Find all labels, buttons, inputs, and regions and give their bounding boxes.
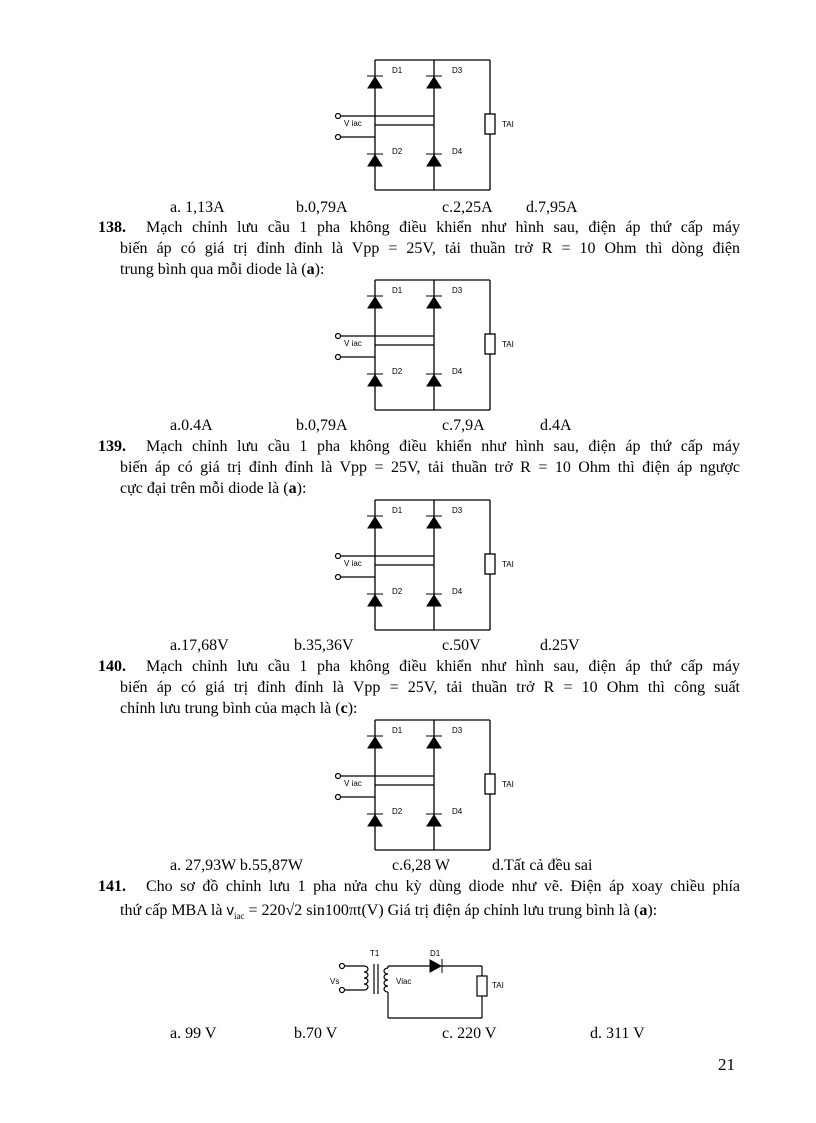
load-label: TAI bbox=[502, 340, 514, 349]
option-a: a. 99 V bbox=[170, 1025, 217, 1042]
diode-label-d4: D4 bbox=[452, 807, 463, 816]
option-d: d.25V bbox=[540, 637, 580, 654]
diode-label-d2: D2 bbox=[392, 587, 403, 596]
answer-key: a bbox=[288, 480, 297, 497]
option-c: c.2,25A bbox=[442, 199, 493, 216]
question-141 bbox=[98, 876, 740, 926]
diode-label-d2: D2 bbox=[392, 807, 403, 816]
option-d: d.4A bbox=[540, 417, 572, 434]
source-label: V iac bbox=[344, 119, 362, 128]
diode-label-d2: D2 bbox=[392, 367, 403, 376]
diode-label-d4: D4 bbox=[452, 367, 463, 376]
answers-141 bbox=[170, 1024, 730, 1044]
load-label: TAI bbox=[502, 120, 514, 129]
diode-label-d3: D3 bbox=[452, 66, 463, 75]
option-c: c.50V bbox=[442, 637, 481, 654]
question-text-line2: biến áp có giá trị đỉnh đỉnh là Vpp = 25V, tải thuần trở R = 10 Ohm thì công suất bbox=[120, 679, 740, 696]
transformer-label: T1 bbox=[370, 949, 380, 958]
answers-137 bbox=[170, 198, 730, 218]
question-number: 141. bbox=[98, 878, 126, 895]
load-label: TAI bbox=[502, 560, 514, 569]
question-text-line3: trung bình qua mỗi diode là (a): bbox=[120, 261, 325, 278]
source-label: V iac bbox=[344, 779, 362, 788]
diode-label-d3: D3 bbox=[452, 286, 463, 295]
question-text-line3: chỉnh lưu trung bình của mạch là (c): bbox=[120, 700, 358, 717]
source-label: V iac bbox=[344, 559, 362, 568]
diode-label-d1: D1 bbox=[392, 286, 403, 295]
diode-label-d3: D3 bbox=[452, 506, 463, 515]
question-number: 140. bbox=[98, 658, 126, 675]
option-b: b.0,79A bbox=[296, 199, 348, 216]
option-b: b.35,36V bbox=[294, 637, 354, 654]
option-c: c.6,28 W bbox=[392, 857, 450, 874]
voltage-formula: $v_{iac} = 220√2$ sin100πt bbox=[226, 902, 362, 922]
question-number: 138. bbox=[98, 219, 126, 236]
question-138 bbox=[98, 217, 740, 283]
bridge-circuit-140 bbox=[330, 718, 514, 854]
question-140 bbox=[98, 656, 740, 722]
option-a: a.17,68V bbox=[170, 637, 229, 654]
question-number: 139. bbox=[98, 438, 126, 455]
source-label: V iac bbox=[344, 339, 362, 348]
question-text-line2: biến áp có giá trị đỉnh đỉnh là Vpp = 25V, tải thuần trở R = 10 Ohm thì điện áp ngược bbox=[120, 459, 740, 476]
page-number: 21 bbox=[718, 1055, 735, 1074]
question-text-line1: Mạch chỉnh lưu cầu 1 pha không điều khiển như hình sau, điện áp thứ cấp máy bbox=[146, 658, 740, 675]
option-d: d. 311 V bbox=[590, 1025, 645, 1042]
load-label: TAI bbox=[492, 981, 504, 990]
diode-label-d4: D4 bbox=[452, 147, 463, 156]
primary-voltage-label: Vs bbox=[330, 977, 340, 986]
question-text-line3: cực đại trên mỗi diode là (a): bbox=[120, 480, 307, 497]
answers-139 bbox=[170, 636, 730, 656]
option-a: a.0.4A bbox=[170, 417, 213, 434]
option-a: a. 1,13A bbox=[170, 199, 225, 216]
bridge-circuit-137 bbox=[330, 58, 514, 194]
option-c: c.7,9A bbox=[442, 417, 485, 434]
option-d: d.7,95A bbox=[526, 199, 578, 216]
answer-key: a bbox=[639, 902, 648, 919]
diode-label: D1 bbox=[430, 949, 441, 958]
half-wave-circuit bbox=[330, 946, 504, 1022]
diode-label-d2: D2 bbox=[392, 147, 403, 156]
answers-140 bbox=[170, 856, 730, 876]
diode-label-d4: D4 bbox=[452, 587, 463, 596]
question-text-line1: Cho sơ đồ chỉnh lưu 1 pha nửa chu kỳ dùng diode như vẽ. Điện áp xoay chiều phía bbox=[146, 878, 740, 895]
answers-138 bbox=[170, 416, 730, 436]
question-text-line2: biến áp có giá trị đỉnh đỉnh là Vpp = 25V, tải thuần trở R = 10 Ohm thì dòng điện bbox=[120, 240, 740, 257]
bridge-circuit-139 bbox=[330, 498, 514, 634]
answer-key: a bbox=[306, 261, 315, 278]
question-text-line2: thứ cấp MBA là $v_{iac} = 220√2$ sin100πt(V) Giá trị điện áp chỉnh lưu trung bình là (a): bbox=[120, 900, 657, 927]
secondary-voltage-label: Viac bbox=[396, 977, 412, 986]
option-b: b.0,79A bbox=[296, 417, 348, 434]
question-139 bbox=[98, 436, 740, 502]
bridge-circuit-138 bbox=[330, 278, 514, 414]
load-label: TAI bbox=[502, 780, 514, 789]
answer-key: c bbox=[340, 700, 348, 717]
diode-label-d3: D3 bbox=[452, 726, 463, 735]
option-d: d.Tất cả đều sai bbox=[492, 857, 593, 874]
diode-label-d1: D1 bbox=[392, 506, 403, 515]
option-c: c. 220 V bbox=[442, 1025, 497, 1042]
diode-label-d1: D1 bbox=[392, 66, 403, 75]
option-a-b: a. 27,93W b.55,87W bbox=[170, 857, 304, 874]
option-b: b.70 V bbox=[294, 1025, 338, 1042]
question-text-line1: Mạch chỉnh lưu cầu 1 pha không điều khiển như hình sau, điện áp thứ cấp máy bbox=[146, 438, 740, 455]
diode-label-d1: D1 bbox=[392, 726, 403, 735]
question-text-line1: Mạch chỉnh lưu cầu 1 pha không điều khiển như hình sau, điện áp thứ cấp máy bbox=[146, 219, 740, 236]
